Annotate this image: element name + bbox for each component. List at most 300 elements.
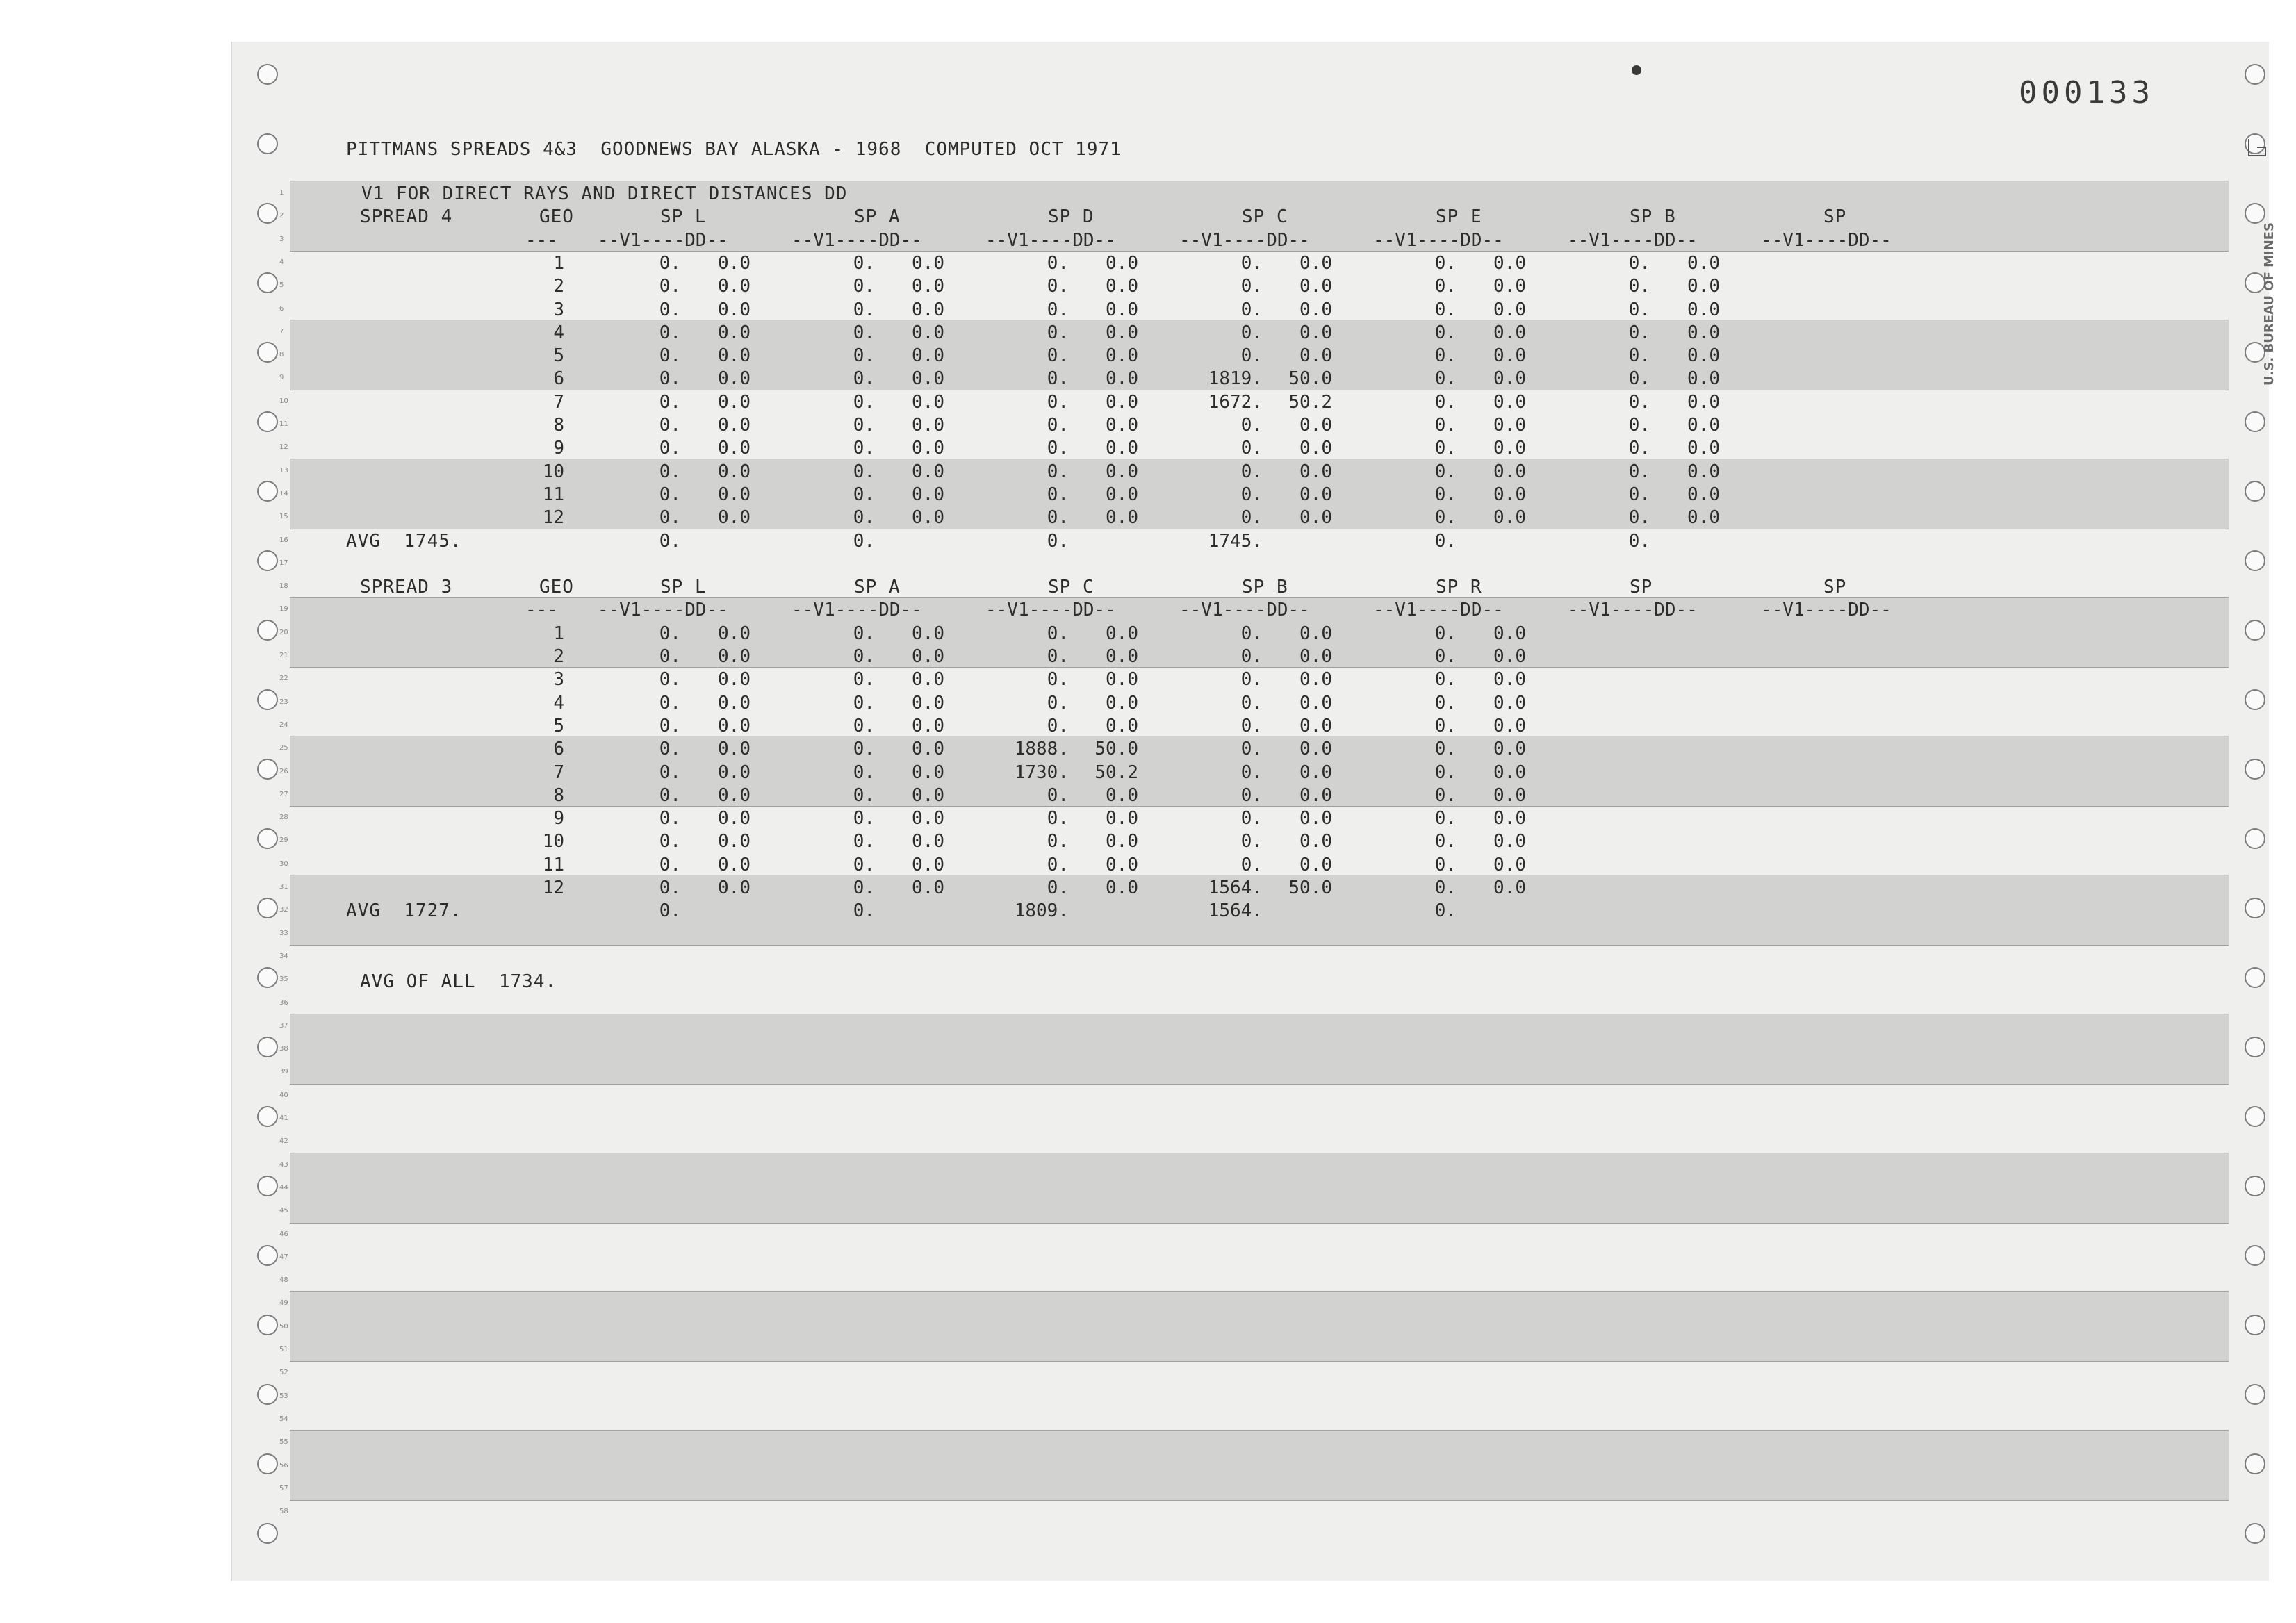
v1-value: 0. (1240, 692, 1263, 714)
v1-value: 0. (1240, 415, 1263, 436)
dd-value: 0.0 (718, 484, 751, 505)
line-number: 20 (279, 628, 288, 636)
average-value: 0. (1047, 530, 1069, 552)
v1-value: 0. (1240, 484, 1263, 505)
dd-value: 0.0 (912, 854, 944, 875)
dd-value: 0.0 (718, 252, 751, 274)
corner-bracket-icon (2246, 136, 2268, 158)
average-value: 1809. (1014, 900, 1069, 922)
dd-value: 0.0 (1106, 692, 1138, 714)
dd-value: 0.0 (718, 299, 751, 320)
dd-value: 0.0 (1106, 878, 1138, 898)
dd-value: 0.0 (912, 715, 944, 736)
v1-value: 0. (659, 484, 681, 505)
dd-value: 0.0 (912, 878, 944, 898)
line-number: 22 (279, 675, 288, 683)
feed-hole (2245, 64, 2265, 85)
dd-value: 0.0 (1687, 484, 1720, 505)
dd-value: 0.0 (1299, 299, 1332, 320)
feed-hole (257, 1453, 278, 1474)
v1-value: 0. (1434, 368, 1457, 390)
page-title: PITTMANS SPREADS 4&3 GOODNEWS BAY ALASKA - 1968 COMPUTED OCT 1971 (346, 139, 1122, 160)
v1-value: 0. (1047, 854, 1069, 875)
column-dash-label: --V1----DD-- (985, 229, 1116, 251)
feed-hole (257, 1176, 278, 1196)
average-value: 1564. (1208, 900, 1263, 922)
v1-value: 0. (1047, 368, 1069, 390)
line-number: 23 (279, 698, 288, 706)
column-dash-label: --V1----DD-- (598, 229, 728, 251)
v1-value: 0. (1047, 715, 1069, 736)
line-number: 46 (279, 1230, 288, 1238)
line-number: 17 (279, 559, 288, 567)
dd-value: 0.0 (1493, 878, 1526, 898)
dd-value: 0.0 (718, 391, 751, 413)
v1-value: 0. (853, 623, 875, 644)
ink-dot (1632, 65, 1641, 75)
dd-value: 0.0 (912, 276, 944, 297)
v1-value: 0. (1434, 461, 1457, 482)
dd-value: 0.0 (1106, 669, 1138, 691)
v1-value: 0. (853, 415, 875, 436)
line-number: 14 (279, 489, 288, 497)
dd-value: 0.0 (1106, 438, 1138, 459)
dd-value: 0.0 (1493, 808, 1526, 830)
v1-value: 0. (1434, 646, 1457, 667)
feed-hole (257, 342, 278, 363)
dd-value: 0.0 (1106, 461, 1138, 482)
v1-value: 0. (1240, 715, 1263, 736)
column-dash-label: --V1----DD-- (792, 600, 922, 621)
dd-value: 0.0 (1106, 808, 1138, 830)
dd-value: 0.0 (718, 623, 751, 644)
v1-value: 0. (1434, 438, 1457, 459)
dd-value: 0.0 (912, 368, 944, 390)
dd-value: 0.0 (1299, 322, 1332, 343)
dd-value: 0.0 (1299, 669, 1332, 691)
v1-value: 0. (659, 808, 681, 830)
line-number: 33 (279, 929, 288, 937)
dd-value: 0.0 (912, 461, 944, 482)
dd-value: 0.0 (1106, 391, 1138, 413)
feed-hole (257, 411, 278, 432)
shot-point-header: SP (1823, 206, 1847, 228)
v1-value: 0. (1240, 669, 1263, 691)
line-number: 5 (279, 281, 284, 290)
feed-hole (2245, 1384, 2265, 1405)
v1-value: 0. (853, 739, 875, 760)
v1-value: 0. (1434, 345, 1457, 367)
dd-value: 0.0 (912, 646, 944, 667)
geo-number: 10 (542, 831, 564, 852)
v1-value: 0. (659, 322, 681, 343)
dd-value: 0.0 (1299, 623, 1332, 644)
geo-number: 1 (553, 623, 564, 644)
line-number: 50 (279, 1322, 288, 1330)
v1-value: 0. (659, 252, 681, 274)
v1-value: 0. (659, 878, 681, 898)
column-dash-label: --V1----DD-- (1179, 229, 1310, 251)
v1-value: 0. (1628, 438, 1650, 459)
geo-dash: --- (525, 229, 558, 251)
v1-value: 0. (659, 345, 681, 367)
dd-value: 0.0 (718, 646, 751, 667)
dd-value: 0.0 (912, 808, 944, 830)
shot-point-header: SP (1630, 577, 1653, 598)
v1-value: 0. (1628, 507, 1650, 529)
dd-value: 0.0 (1299, 715, 1332, 736)
v1-value: 0. (1240, 438, 1263, 459)
dd-value: 0.0 (1106, 368, 1138, 390)
dd-value: 50.2 (1288, 391, 1332, 413)
v1-value: 0. (1628, 299, 1650, 320)
dd-value: 0.0 (1493, 461, 1526, 482)
feed-hole (2245, 967, 2265, 988)
line-number: 29 (279, 837, 288, 845)
dd-value: 50.0 (1288, 878, 1332, 898)
feed-hole (257, 203, 278, 224)
geo-number: 4 (553, 692, 564, 714)
dd-value: 0.0 (1299, 461, 1332, 482)
feed-hole (2245, 550, 2265, 571)
v1-value: 0. (1628, 461, 1650, 482)
dd-value: 0.0 (718, 438, 751, 459)
v1-value: 0. (1240, 299, 1263, 320)
feed-hole (257, 967, 278, 988)
spread-label: SPREAD 3 (360, 577, 453, 598)
geo-number: 5 (553, 345, 564, 367)
geo-number: 6 (553, 739, 564, 760)
v1-value: 0. (1434, 715, 1457, 736)
line-number: 56 (279, 1461, 288, 1469)
dd-value: 0.0 (912, 484, 944, 505)
dd-value: 0.0 (912, 669, 944, 691)
v1-value: 0. (853, 252, 875, 274)
geo-number: 9 (553, 438, 564, 459)
line-number: 49 (279, 1299, 288, 1308)
dd-value: 0.0 (718, 507, 751, 529)
dd-value: 0.0 (1299, 345, 1332, 367)
dd-value: 0.0 (1493, 692, 1526, 714)
shot-point-header: SP R (1436, 577, 1482, 598)
v1-value: 0. (853, 761, 875, 783)
dd-value: 0.0 (1299, 484, 1332, 505)
dd-value: 0.0 (1299, 831, 1332, 852)
line-number: 44 (279, 1183, 288, 1192)
dd-value: 50.0 (1288, 368, 1332, 390)
feed-hole (257, 481, 278, 502)
v1-value: 0. (1047, 692, 1069, 714)
geo-number: 2 (553, 646, 564, 667)
v1-value: 0. (1240, 808, 1263, 830)
v1-value: 0. (1434, 507, 1457, 529)
v1-value: 0. (1434, 322, 1457, 343)
dd-value: 0.0 (718, 276, 751, 297)
line-number: 52 (279, 1369, 288, 1377)
v1-value: 0. (853, 438, 875, 459)
dd-value: 0.0 (912, 415, 944, 436)
line-number: 54 (279, 1415, 288, 1423)
geo-number: 12 (542, 507, 564, 529)
average-value: 0. (1628, 530, 1650, 552)
shot-point-header: SP A (854, 577, 901, 598)
geo-number: 8 (553, 784, 564, 806)
line-number: 38 (279, 1045, 288, 1053)
v1-value: 0. (1047, 623, 1069, 644)
spread-average-label: AVG 1745. (346, 530, 462, 552)
v1-value: 0. (659, 761, 681, 783)
dd-value: 0.0 (1493, 669, 1526, 691)
column-dash-label: --V1----DD-- (1179, 600, 1310, 621)
feed-hole (257, 133, 278, 154)
dd-value: 0.0 (1687, 345, 1720, 367)
column-dash-label: --V1----DD-- (598, 600, 728, 621)
line-number: 35 (279, 975, 288, 984)
geo-number: 12 (542, 878, 564, 898)
dd-value: 0.0 (1493, 784, 1526, 806)
dd-value: 0.0 (718, 854, 751, 875)
v1-value: 0. (1047, 808, 1069, 830)
dd-value: 0.0 (1106, 784, 1138, 806)
shot-point-header: SP E (1436, 206, 1482, 228)
dd-value: 0.0 (1687, 438, 1720, 459)
line-number: 47 (279, 1253, 288, 1261)
geo-number: 5 (553, 715, 564, 736)
document-serial-number: 000133 (2019, 75, 2154, 110)
geo-number: 7 (553, 761, 564, 783)
line-number: 43 (279, 1160, 288, 1169)
dd-value: 0.0 (912, 391, 944, 413)
feed-hole (257, 898, 278, 918)
v1-value: 0. (853, 878, 875, 898)
dd-value: 50.0 (1094, 739, 1138, 760)
line-number: 48 (279, 1276, 288, 1285)
greenbar-band (290, 1291, 2229, 1362)
dd-value: 0.0 (1299, 808, 1332, 830)
dd-value: 0.0 (718, 345, 751, 367)
geo-number: 4 (553, 322, 564, 343)
shot-point-header: SP B (1242, 577, 1288, 598)
v1-value: 1672. (1208, 391, 1263, 413)
line-number: 10 (279, 397, 288, 405)
feed-hole (2245, 1315, 2265, 1335)
dd-value: 0.0 (1299, 784, 1332, 806)
v1-value: 0. (1434, 484, 1457, 505)
dd-value: 0.0 (718, 784, 751, 806)
line-number: 4 (279, 258, 284, 266)
greenbar-band (290, 1153, 2229, 1224)
v1-value: 0. (853, 368, 875, 390)
line-number: 42 (279, 1137, 288, 1146)
line-number: 37 (279, 1021, 288, 1030)
v1-value: 0. (659, 461, 681, 482)
v1-value: 0. (1240, 461, 1263, 482)
v1-value: 0. (659, 623, 681, 644)
v1-value: 0. (1434, 784, 1457, 806)
geo-number: 3 (553, 669, 564, 691)
dd-value: 0.0 (1106, 276, 1138, 297)
dd-value: 0.0 (718, 761, 751, 783)
v1-value: 0. (853, 831, 875, 852)
dd-value: 0.0 (1493, 761, 1526, 783)
v1-value: 0. (1434, 739, 1457, 760)
dd-value: 0.0 (912, 831, 944, 852)
dd-value: 0.0 (1106, 715, 1138, 736)
v1-value: 0. (659, 299, 681, 320)
dd-value: 0.0 (718, 692, 751, 714)
geo-number: 11 (542, 484, 564, 505)
column-dash-label: --V1----DD-- (985, 600, 1116, 621)
feed-hole (2245, 203, 2265, 224)
line-number: 51 (279, 1346, 288, 1353)
dd-value: 0.0 (718, 415, 751, 436)
v1-value: 0. (853, 276, 875, 297)
dd-value: 0.0 (1493, 739, 1526, 760)
feed-hole (2245, 481, 2265, 502)
average-value: 0. (659, 530, 681, 552)
geo-number: 1 (553, 252, 564, 274)
dd-value: 0.0 (1299, 415, 1332, 436)
geo-number: 9 (553, 808, 564, 830)
v1-value: 0. (1628, 415, 1650, 436)
v1-value: 0. (659, 507, 681, 529)
dd-value: 0.0 (1299, 854, 1332, 875)
dd-value: 0.0 (1106, 345, 1138, 367)
v1-value: 0. (853, 345, 875, 367)
dd-value: 0.0 (1687, 322, 1720, 343)
dd-value: 0.0 (1493, 322, 1526, 343)
line-number: 6 (279, 304, 284, 313)
column-dash-label: --V1----DD-- (1373, 229, 1504, 251)
dd-value: 0.0 (1493, 415, 1526, 436)
v1-value: 0. (1240, 252, 1263, 274)
v1-value: 0. (1434, 623, 1457, 644)
v1-value: 0. (1240, 739, 1263, 760)
v1-value: 0. (1240, 784, 1263, 806)
v1-value: 0. (1047, 646, 1069, 667)
v1-value: 0. (1628, 391, 1650, 413)
line-number: 13 (279, 466, 288, 475)
v1-value: 0. (853, 669, 875, 691)
dd-value: 0.0 (912, 761, 944, 783)
feed-hole (257, 64, 278, 85)
v1-value: 0. (659, 646, 681, 667)
geo-number: 2 (553, 276, 564, 297)
dd-value: 0.0 (1493, 391, 1526, 413)
line-number: 12 (279, 443, 288, 452)
v1-value: 0. (853, 391, 875, 413)
v1-value: 0. (659, 692, 681, 714)
dd-value: 0.0 (1493, 252, 1526, 274)
v1-value: 0. (1047, 461, 1069, 482)
v1-value: 0. (1240, 507, 1263, 529)
v1-value: 0. (659, 368, 681, 390)
dd-value: 0.0 (1493, 854, 1526, 875)
v1-value: 0. (1628, 368, 1650, 390)
dd-value: 0.0 (1299, 507, 1332, 529)
feed-hole (257, 1106, 278, 1127)
dd-value: 0.0 (1106, 322, 1138, 343)
dd-value: 0.0 (1299, 692, 1332, 714)
line-number: 9 (279, 374, 284, 382)
feed-hole (257, 759, 278, 780)
feed-hole (2245, 759, 2265, 780)
line-number: 18 (279, 582, 288, 591)
v1-value: 0. (1434, 692, 1457, 714)
dd-value: 0.0 (912, 623, 944, 644)
v1-value: 0. (1434, 252, 1457, 274)
dd-value: 0.0 (1299, 252, 1332, 274)
dd-value: 0.0 (1687, 276, 1720, 297)
v1-value: 1888. (1014, 739, 1069, 760)
v1-value: 0. (1047, 299, 1069, 320)
v1-value: 0. (853, 854, 875, 875)
v1-value: 0. (1628, 276, 1650, 297)
feed-hole (2245, 689, 2265, 710)
column-dash-label: --V1----DD-- (1761, 600, 1892, 621)
feed-hole (2245, 1037, 2265, 1057)
geo-header: GEO (539, 577, 574, 598)
dd-value: 0.0 (912, 438, 944, 459)
line-number: 7 (279, 327, 284, 336)
v1-value: 0. (659, 669, 681, 691)
dd-value: 0.0 (1493, 623, 1526, 644)
line-number: 39 (279, 1068, 288, 1076)
dd-value: 0.0 (1493, 438, 1526, 459)
dd-value: 0.0 (718, 808, 751, 830)
v1-value: 0. (1047, 391, 1069, 413)
line-number: 11 (279, 420, 288, 428)
v1-value: 1819. (1208, 368, 1263, 390)
v1-value: 0. (1047, 484, 1069, 505)
feed-hole (2245, 1453, 2265, 1474)
v1-value: 0. (1047, 669, 1069, 691)
feed-hole (2245, 411, 2265, 432)
greenbar-band (290, 1014, 2229, 1085)
feed-hole (2245, 1176, 2265, 1196)
v1-value: 0. (1240, 322, 1263, 343)
v1-value: 0. (1047, 276, 1069, 297)
line-number: 1 (279, 189, 284, 197)
dd-value: 0.0 (1106, 415, 1138, 436)
dd-value: 0.0 (912, 739, 944, 760)
dd-value: 0.0 (1106, 507, 1138, 529)
feed-hole (2245, 828, 2265, 849)
v1-value: 0. (1434, 391, 1457, 413)
v1-value: 0. (1240, 761, 1263, 783)
feed-hole (257, 1384, 278, 1405)
line-number: 27 (279, 790, 288, 798)
publisher-side-mark: U.S. BUREAU OF MINES (2262, 222, 2277, 386)
line-number: 16 (279, 536, 288, 544)
average-value: 1745. (1208, 530, 1263, 552)
dd-value: 0.0 (912, 322, 944, 343)
column-dash-label: --V1----DD-- (1373, 600, 1504, 621)
geo-number: 3 (553, 299, 564, 320)
v1-value: 0. (1240, 831, 1263, 852)
dd-value: 0.0 (718, 831, 751, 852)
shot-point-header: SP A (854, 206, 901, 228)
line-number: 28 (279, 814, 288, 822)
dd-value: 50.2 (1094, 761, 1138, 783)
dd-value: 0.0 (912, 299, 944, 320)
dd-value: 0.0 (912, 507, 944, 529)
shot-point-header: SP L (660, 577, 707, 598)
line-number: 8 (279, 351, 284, 359)
average-value: 0. (1434, 900, 1457, 922)
dd-value: 0.0 (1493, 276, 1526, 297)
shot-point-header: SP C (1242, 206, 1288, 228)
